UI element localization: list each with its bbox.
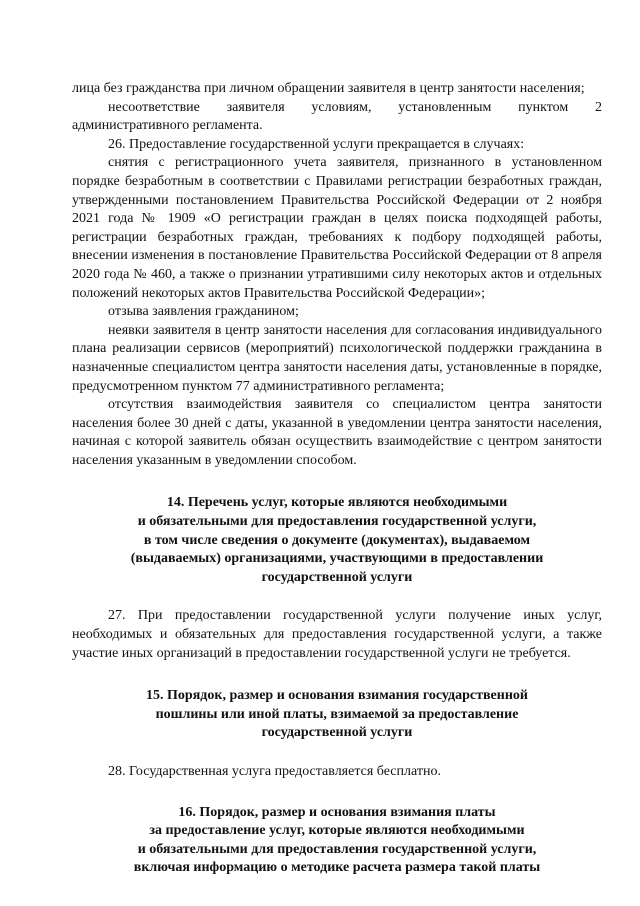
heading-line: и обязательными для предоставления государственной услуги, — [137, 514, 537, 530]
paragraph-no-show: неявки заявителя в центр занятости населения для согласования индивидуального плана реализации сервисов (мероприятий) психологической поддержки гражданина в назначенные специалистом центра занятости населения даты, установленные в порядке, предусмотренном пунктом 77 административного регламента; — [72, 322, 602, 394]
heading-line: пошлины или иной платы, взимаемой за предоставление — [155, 706, 519, 722]
paragraph-no-interaction: отсутствия взаимодействия заявителя со специалистом центра занятости населения более 30 дней с даты, указанной в уведомлении центра занятости населения, начиная с которой заявитель обязан осуществить взаимодействие с центром занятости населения указанным в уведомлении способом. — [72, 397, 602, 468]
heading-line: за предоставление услуг, которые являются необходимыми — [149, 823, 525, 839]
paragraph-28: 28. Государственная услуга предоставляется бесплатно. — [108, 764, 441, 779]
paragraph-deregistration: снятия с регистрационного учета заявителя, признанного в установленном порядке безработным в соответствии с Правилами регистрации безработных граждан, утвержденными постановлением Правительства Российской Федерации от 2 ноября 2021 года № 1909 «О регистрации граждан в целях поиска подходящей работы, регистрации безработных граждан, требованиях к подбору подходящей работы, внесении изменения в постановление Правительства Российской Федерации от 8 апреля 2020 года № 460, а также о признании утратившими силу некоторых актов и отдельных положений некоторых актов Правительства Российской Федерации»; — [72, 155, 602, 301]
heading-line: 16. Порядок, размер и основания взимания платы — [178, 804, 496, 820]
paragraph-26: 26. Предоставление государственной услуги прекращается в случаях: — [108, 136, 525, 152]
heading-line: 14. Перечень услуг, которые являются необходимыми — [166, 495, 508, 511]
section-heading-15 — [72, 687, 602, 743]
paragraph-nonconformity: несоответствие заявителя условиям, установленным пунктом 2 административного регламента. — [72, 99, 602, 134]
section-heading-14 — [72, 494, 602, 587]
paragraph-stateless-persons: лица без гражданства при личном обращении заявителя в центр занятости населения; — [72, 81, 585, 96]
paragraph-withdrawal: отзыва заявления гражданином; — [108, 304, 299, 320]
heading-line: и обязательными для предоставления государственной услуги, — [137, 841, 537, 857]
text-column — [72, 80, 602, 878]
heading-line: государственной услуги — [261, 725, 413, 741]
heading-line: (выдаваемых) организациями, участвующими в предоставлении — [130, 551, 544, 567]
heading-line: 15. Порядок, размер и основания взимания государственной — [146, 688, 528, 704]
heading-line: включая информацию о методике расчета размера такой платы — [133, 860, 541, 876]
heading-line: государственной услуги — [261, 569, 413, 585]
heading-line: в том числе сведения о документе (документах), выдаваемом — [143, 532, 531, 548]
paragraph-27: 27. При предоставлении государственной услуги получение иных услуг, необходимых и обязательных для предоставления государственной услуги, а также участие иных организаций в предоставлении государственной услуги не требуется. — [72, 608, 602, 661]
section-heading-16 — [72, 804, 602, 878]
